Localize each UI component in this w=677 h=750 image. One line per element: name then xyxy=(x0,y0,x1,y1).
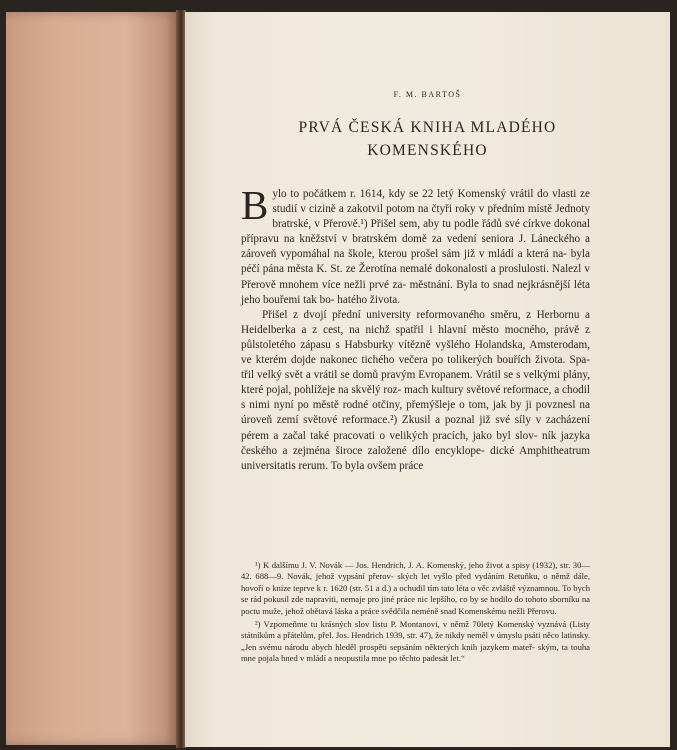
footnote-2: ²) Vzpomeňme tu krásných slov listu P. Montanovi, v němž 70letý Komenský vyznává (Listy státníkům a přátelům, přel. Jos. Hendrich 1939, str. 47), že nikdy neměl v úmyslu psáti něco latinsky. „Jen svému národu abych hleděl prospěti sepsáním některých knih jazykem mateř‐ ským, ta touha mne pojala hned v mládí a neopustila mne po těchto padesát let.“ xyxy=(241,619,590,664)
author-header: F. M. BARTOŠ xyxy=(393,90,462,99)
footnotes xyxy=(241,560,590,665)
left-page-edge xyxy=(6,12,178,745)
main-text xyxy=(241,182,590,474)
chapter-title-line2: KOMENSKÉHO xyxy=(367,142,488,159)
drop-cap: B xyxy=(241,182,269,228)
chapter-title-line1: PRVÁ ČESKÁ KNIHA MLADÉHO xyxy=(298,119,557,136)
paragraph-2: Přišel z dvojí přední university reformovaného směru, z Herbornu a Heidelberka a z cest, na nichž spatřil i hlavní město mocného, právě z půlstoletého zápasu s Habsburky vítězně vyšlého Holandska, Amsterodam, ve kterém dojde nakonec tichého večera po tolikerých bouřích života. Spa‐ třil velký svět a vrátil se domů pravým Evropanem. Vrátil se s velkými plány, které pojal, pohlížeje na skvělý roz‐ mach kultury světové reformace, a chodil s nimi nyní po městě rodné otčiny, přemýšleje o tom, jak by ji povznesl na úroveň zemí světové reformace.²) Zkusil a poznal již své síly v zacházení pérem a začal také pracovati o velikých pracích, jako byl slov‐ ník jazyka českého a zejména široce založené dílo encyklope‐ dické Amphitheatrum universitatis rerum. To byla ovšem práce xyxy=(241,308,590,472)
right-page xyxy=(185,12,670,747)
paragraph-1-text: ylo to počátkem r. 1614, kdy se 22 letý Komenský vrátil do vlasti ze studií v cizině a zakotvil potom na čtyři roky v předním místě Jednoty bratrské, v Přerově.¹) Přišel sem, aby tu podle řádů své církve dokonal přípravu na kněžství v bratrském domě za vedení seniora J. Láneckého a zároveň vypomáhal na škole, kterou prošel sám již v mládí a která na‐ byla péčí pána města K. St. ze Žerotína nemalé dokonalosti a proslulosti. Nalezl v Přerově mnohem více nežli prvé za‐ městnání. Byla to snad nejkrásnější léta jeho bouřemi tak bo‐ hatého života. xyxy=(241,188,590,306)
paragraph-1 xyxy=(241,182,590,308)
chapter-title xyxy=(185,116,670,162)
footnote-1: ¹) K dalšímu J. V. Novák — Jos. Hendrich, J. A. Komenský, jeho život a spisy (1932), str. 30—42. 688—9. Novák, jehož vypsání přerov‐ ských let vyšlo před vydáním Retuňku, o němž dále, hovoří o knize teprve k r. 1620 (str. 51 a d.) a ochudil tím tato léta o věc zvláště významnou. To bych se rád pokusil zde napraviti, nemaje pro jiné práce nic lepšího, co by se hodilo do tohoto sborníku na poctu muže, jehož obětavá láska a práce svědčila neméně snad Komenskému nežli Přerovu. xyxy=(241,560,590,616)
